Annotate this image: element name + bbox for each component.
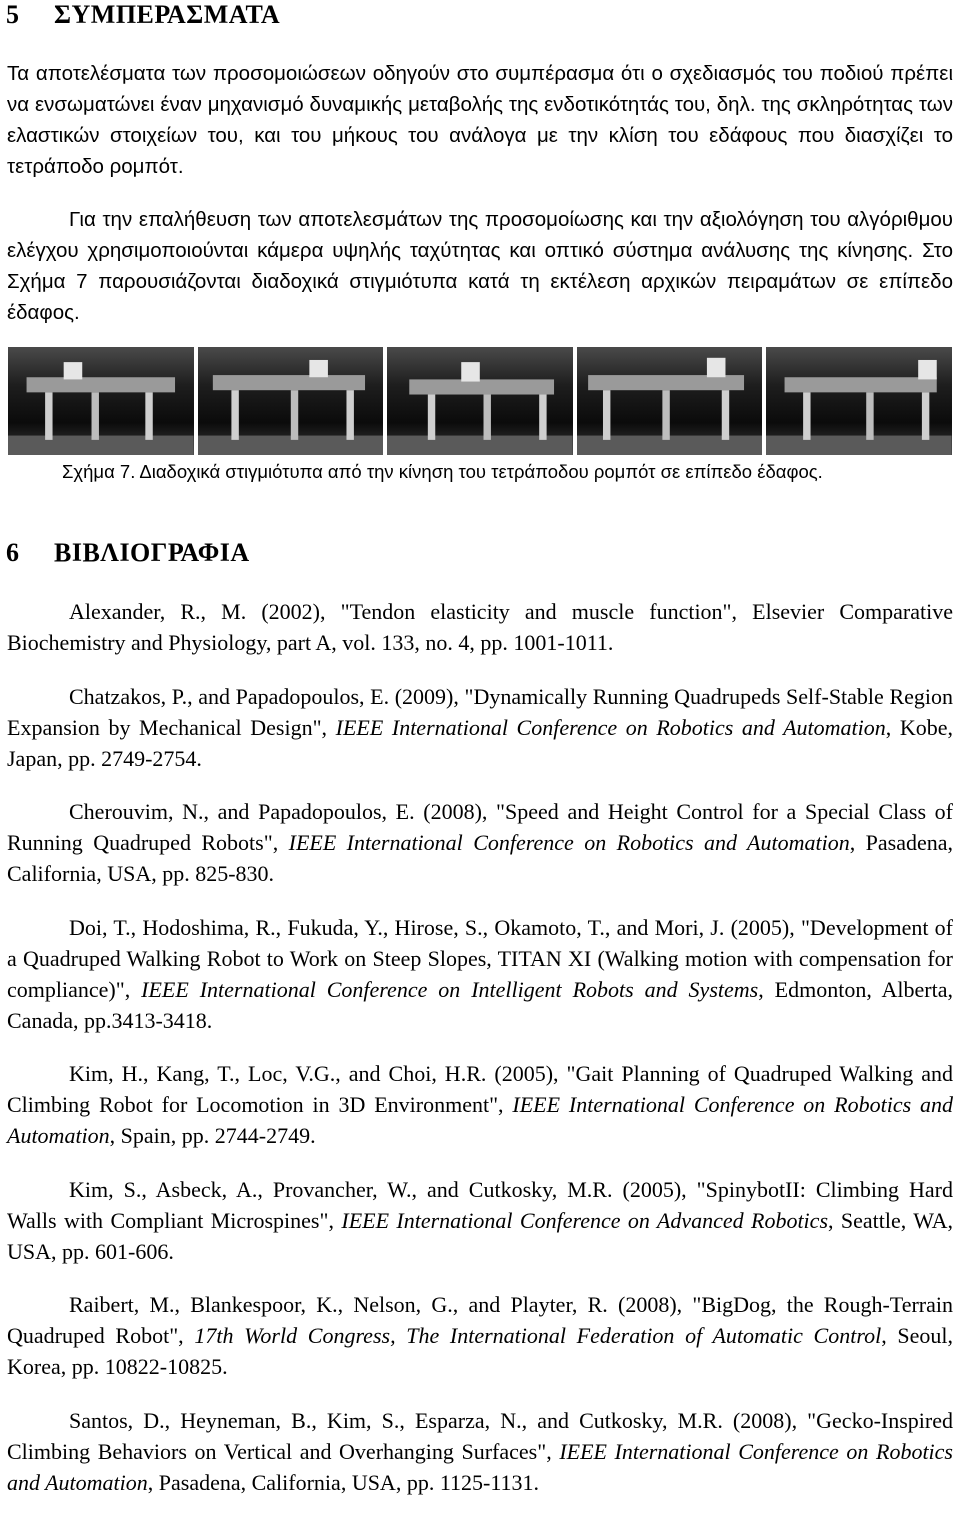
robot-photo-icon: [198, 347, 384, 455]
reference-venue: 17th World Congress, The International Federation of Automatic Control: [194, 1323, 882, 1348]
figure-caption-text: Διαδοχικά στιγμιότυπα από την κίνηση του τετράποδου ρομπότ σε επίπεδο έδαφος.: [139, 461, 823, 482]
reference-text: Santos, D., Heyneman, B., Kim, S., Esparza, N., and Cutkosky, M.R. (2008), "Gecko-Inspired Climbing Behaviors on Vertical and Overhanging Surfaces",: [7, 1407, 953, 1464]
reference-text: Cherouvim, N., and Papadopoulos, E. (2008), "Speed and Height Control for a Special Class of Running Quadruped Robots",: [7, 799, 953, 855]
conclusions-heading: [6, 0, 280, 30]
reference-details: , Pasadena, California, USA, pp. 1125-1131.: [147, 1469, 540, 1495]
reference-item: [7, 596, 953, 658]
reference-venue: IEEE International Conference on Intelligent Robots and Systems: [141, 976, 759, 1002]
reference-text: Kim, S., Asbeck, A., Provancher, W., and Cutkosky, M.R. (2005), "SpinybotII: Climbing Hard Walls with Compliant Microspines",: [7, 1176, 953, 1233]
reference-text: Chatzakos, P., and Papadopoulos, E. (2009), "Dynamically Running Quadrupeds Self-Stable Region Expansion by Mechanical Design",: [7, 683, 953, 740]
reference-details: , Edmonton, Alberta, Canada, pp.3413-3418.: [7, 976, 954, 1033]
reference-venue: IEEE International Conference on Robotics and Automation: [7, 1438, 953, 1495]
reference-venue: IEEE International Conference on Robotics and Automation: [335, 714, 886, 740]
section-title: ΣΥΜΠΕΡΑΣΜΑΤΑ: [54, 0, 281, 29]
reference-venue: IEEE International Conference on Robotics and Automation: [7, 1092, 954, 1148]
robot-snapshot-4: [577, 347, 763, 455]
reference-details: , Seattle, WA, USA, pp. 601-606.: [7, 1207, 953, 1264]
reference-item: [7, 1289, 953, 1382]
conclusions-paragraph-1: Τα αποτελέσματα των προσομοιώσεων οδηγούν στο συμπέρασμα ότι ο σχεδιασμός του ποδιού πρέπει να ενσωματώνει έναν μηχανισμό δυναμικής μεταβολής της ενδοτικότητάς του, δηλ. της σκληρότητας των ελαστικών στοιχείων του, και του μήκους του ανάλογα με την κλίση του εδάφους που διασχίζει το τετράποδο ρομπότ.: [7, 62, 953, 178]
reference-item: [7, 681, 953, 774]
section-title: ΒΙΒΛΙΟΓΡΑΦΙΑ: [54, 538, 250, 567]
robot-photo-icon: [8, 347, 194, 455]
robot-snapshot-1: [8, 347, 194, 455]
reference-item: [7, 1174, 953, 1267]
reference-details: , Kobe, Japan, pp. 2749-2754.: [7, 714, 953, 771]
reference-text: Kim, H., Kang, T., Loc, V.G., and Choi, H.R. (2005), "Gait Planning of Quadruped Walking and Climbing Robot for Locomotion in 3D Environment",: [7, 1061, 953, 1117]
reference-venue: IEEE International Conference on Robotics and Automation: [288, 830, 850, 855]
reference-item: [7, 912, 953, 1036]
reference-item: [7, 1405, 953, 1498]
reference-details: , Spain, pp. 2744-2749.: [109, 1123, 316, 1148]
robot-snapshot-5: [766, 347, 952, 455]
reference-item: [7, 796, 953, 889]
reference-text: Alexander, R., M. (2002), "Tendon elasticity and muscle function", Elsevier Comparative Biochemistry and Physiology, part A, vol. 133, no. 4, pp. 1001-1011.: [7, 599, 953, 655]
section-number: 6: [6, 538, 20, 567]
robot-photo-icon: [387, 347, 573, 455]
bibliography-heading: [6, 538, 250, 568]
reference-venue: IEEE International Conference on Advanced Robotics: [341, 1207, 828, 1233]
figure-label: Σχήμα 7.: [62, 461, 136, 482]
reference-item: [7, 1058, 953, 1151]
reference-list: [7, 596, 953, 1520]
section-number: 5: [6, 0, 20, 29]
robot-snapshot-strip: [8, 347, 952, 455]
reference-text: Raibert, M., Blankespoor, K., Nelson, G., and Playter, R. (2008), "BigDog, the Rough-Terrain Quadruped Robot",: [7, 1292, 953, 1348]
figure-caption: [62, 461, 823, 483]
robot-photo-icon: [766, 347, 952, 455]
reference-details: , Seoul, Korea, pp. 10822-10825.: [7, 1323, 953, 1379]
robot-snapshot-3: [387, 347, 573, 455]
reference-details: , Pasadena, California, USA, pp. 825-830.: [7, 830, 954, 886]
reference-text: Doi, T., Hodoshima, R., Fukuda, Y., Hirose, S., Okamoto, T., and Mori, J. (2005), "Development of a Quadruped Walking Robot to Work on Steep Slopes, TITAN XI (Walking motion with compensation for compliance)",: [7, 914, 953, 1002]
conclusions-paragraph-2: Για την επαλήθευση των αποτελεσμάτων της προσομοίωσης και την αξιολόγηση του αλγόριθμου ελέγχου χρησιμοποιούνται κάμερα υψηλής ταχύτητας και οπτικό σύστημα ανάλυσης της κίνησης. Στο Σχήμα 7 παρουσιάζονται διαδοχικά στιγμιότυπα κατά τη εκτέλεση αρχικών πειραμάτων σε επίπεδο έδαφος.: [7, 208, 953, 324]
robot-snapshot-2: [198, 347, 384, 455]
robot-photo-icon: [577, 347, 763, 455]
